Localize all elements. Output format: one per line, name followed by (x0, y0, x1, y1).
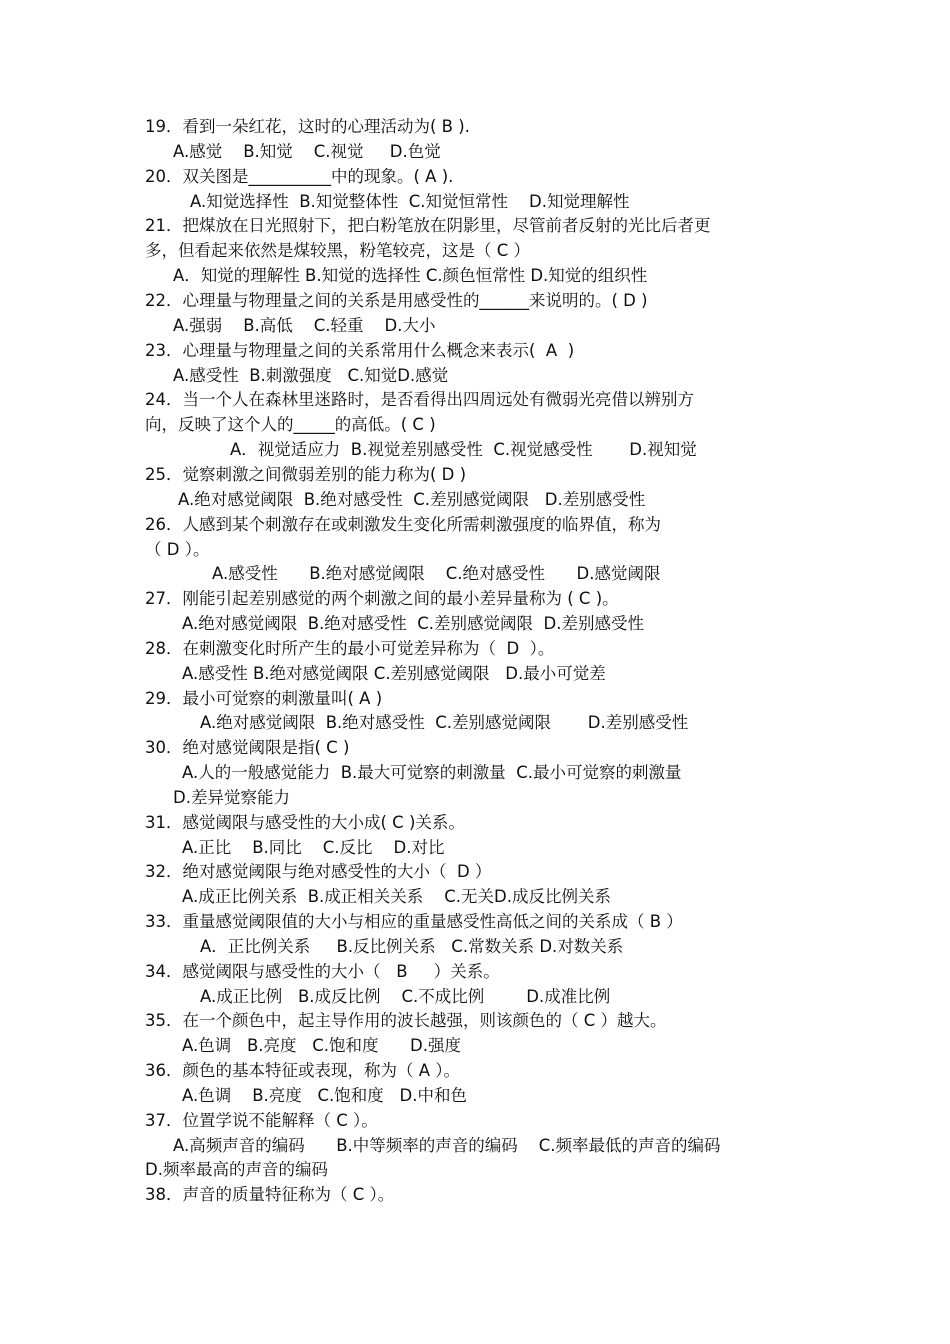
question-line: 31．感觉阈限与感受性的大小成( C )关系。 (145, 813, 465, 832)
option-line: A.感受性 B.绝对感觉阈限 C.绝对感受性 D.感觉阈限 (212, 564, 661, 583)
question-line: 19．看到一朵红花，这时的心理活动为( B ). (145, 117, 470, 136)
option-line: A.成正比例 B.成反比例 C.不成比例 D.成准比例 (200, 987, 611, 1006)
question-line: 34．感觉阈限与感受性的大小（ B ）关系。 (145, 962, 500, 981)
question-line: 向，反映了这个人的_____的高低。( C ) (145, 415, 436, 434)
question-line: 多，但看起来依然是煤较黑，粉笔较亮，这是（ C ） (145, 241, 531, 260)
question-line: 27．刚能引起差别感觉的两个刺激之间的最小差异量称为 ( C )。 (145, 589, 619, 608)
option-line: A.色调 B.亮度 C.饱和度 D.中和色 (182, 1086, 467, 1105)
question-line: 28．在刺激变化时所产生的最小可觉差异称为（ D ）。 (145, 639, 555, 658)
question-line: （ D ）。 (145, 540, 210, 559)
question-line: 30．绝对感觉阈限是指( C ) (145, 738, 350, 757)
question-line: 32．绝对感觉阈限与绝对感受性的大小（ D ） (145, 862, 492, 881)
option-line: A.绝对感觉阈限 B.绝对感受性 C.差别感觉阈限 D.差别感受性 (182, 614, 644, 633)
option-line: A.正比 B.同比 C.反比 D.对比 (182, 838, 445, 857)
question-line: 29．最小可觉察的刺激量叫( A ) (145, 689, 383, 708)
question-line: 21．把煤放在日光照射下，把白粉笔放在阴影里，尽管前者反射的光比后者更 (145, 216, 711, 235)
question-line: 36．颜色的基本特征或表现，称为（ A ）。 (145, 1061, 461, 1080)
option-line: D.差异觉察能力 (173, 788, 290, 807)
option-line: A.绝对感觉阈限 B.绝对感受性 C.差别感觉阈限 D.差别感受性 (200, 713, 689, 732)
option-line: A.感觉 B.知觉 C.视觉 D.色觉 (173, 142, 441, 161)
option-line: A.感受性 B.刺激强度 C.知觉D.感觉 (173, 366, 449, 385)
question-line: 22．心理量与物理量之间的关系是用感受性的______来说明的。( D ) (145, 291, 648, 310)
question-line: 26．人感到某个刺激存在或刺激发生变化所需刺激强度的临界值，称为 (145, 515, 661, 534)
question-line: 25．觉察刺激之间微弱差别的能力称为( D ) (145, 465, 467, 484)
option-line: A.色调 B.亮度 C.饱和度 D.强度 (182, 1036, 461, 1055)
option-line: A.知觉选择性 B.知觉整体性 C.知觉恒常性 D.知觉理解性 (190, 192, 630, 211)
question-line: 20．双关图是__________中的现象。( A ). (145, 167, 454, 186)
question-line: 37．位置学说不能解释（ C ）。 (145, 1111, 378, 1130)
option-line: A.感受性 B.绝对感觉阈限 C.差别感觉阈限 D.最小可觉差 (182, 664, 606, 683)
option-line: A．正比例关系 B.反比例关系 C.常数关系 D.对数关系 (200, 937, 624, 956)
option-line: A．知觉的理解性 B.知觉的选择性 C.颜色恒常性 D.知觉的组织性 (173, 266, 648, 285)
question-line: 23．心理量与物理量之间的关系常用什么概念来表示( A ) (145, 341, 575, 360)
question-line: 33．重量感觉阈限值的大小与相应的重量感受性高低之间的关系成（ B ） (145, 912, 683, 931)
question-line: 35．在一个颜色中，起主导作用的波长越强，则该颜色的（ C ）越大。 (145, 1011, 667, 1030)
option-line: A.高频声音的编码 B.中等频率的声音的编码 C.频率最低的声音的编码 (173, 1136, 721, 1155)
question-line: 24．当一个人在森林里迷路时，是否看得出四周远处有微弱光亮借以辨别方 (145, 390, 694, 409)
option-line: A.绝对感觉阈限 B.绝对感受性 C.差别感觉阈限 D.差别感受性 (178, 490, 646, 509)
option-line: A.成正比例关系 B.成正相关关系 C.无关D.成反比例关系 (182, 887, 611, 906)
option-line: A.人的一般感觉能力 B.最大可觉察的刺激量 C.最小可觉察的刺激量 (182, 763, 682, 782)
option-line: A．视觉适应力 B.视觉差别感受性 C.视觉感受性 D.视知觉 (230, 440, 697, 459)
option-line: D.频率最高的声音的编码 (145, 1160, 328, 1179)
question-line: 38．声音的质量特征称为（ C ）。 (145, 1185, 395, 1204)
option-line: A.强弱 B.高低 C.轻重 D.大小 (173, 316, 436, 335)
